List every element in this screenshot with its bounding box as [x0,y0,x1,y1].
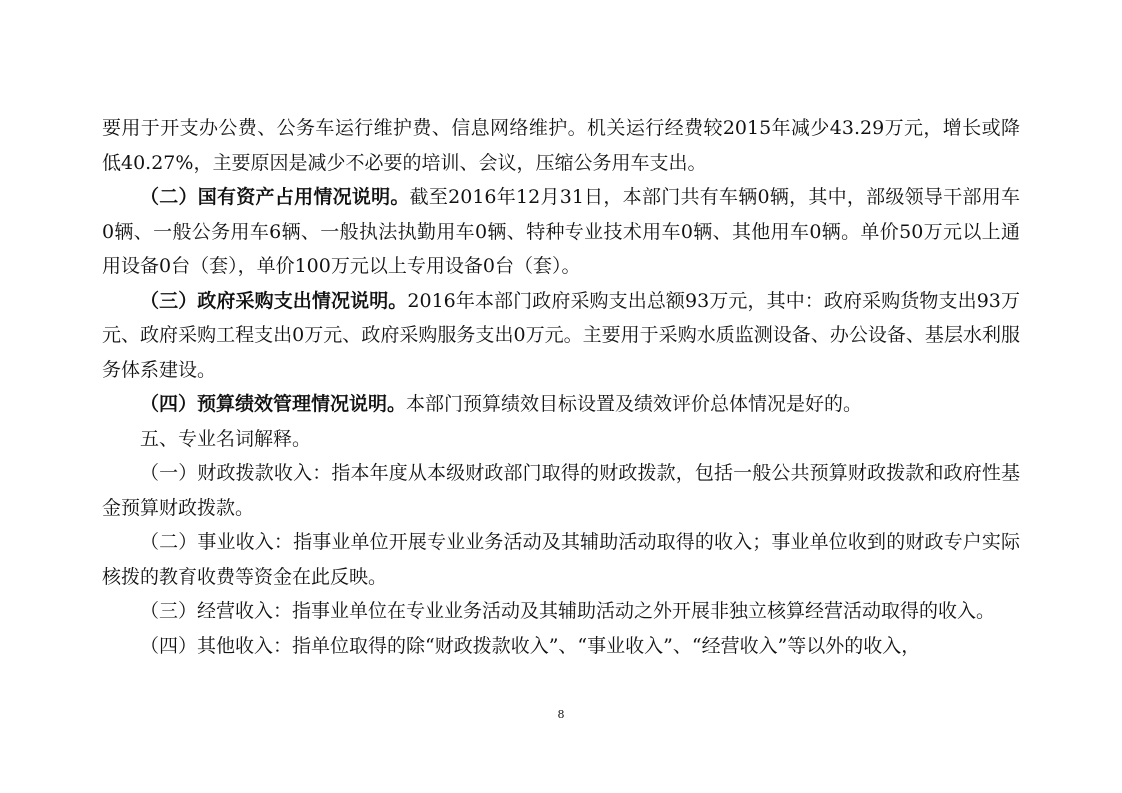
section-heading-text: 五、专业名词解释。 [140,427,312,450]
paragraph-heading: （二）国有资产占用情况说明。 [140,186,410,208]
paragraph-heading: （三）政府采购支出情况说明。 [140,289,408,312]
paragraph-text: 2016年本部门政府采购支出总额93万元，其中：政府采购货物支出93万元、政府采购工程支出0万元、政府采购服务支出0万元。主要用于采购水质监测设备、办公设备、基层水利服务体系建设。 [102,289,1020,381]
paragraph-term-operating [102,594,1020,629]
paragraph-text: 要用于开支办公费、公务车运行维护费、信息网络维护。机关运行经费较2015年减少43.29万元，增长或降低40.27%，主要原因是减少不必要的培训、会议，压缩公务用车支出。 [102,117,1020,174]
body-text [102,111,1020,663]
paragraph-text: （三）经营收入：指事业单位在专业业务活动及其辅助活动之外开展非独立核算经营活动取得的收入。 [140,600,996,622]
paragraph-procurement [102,284,1020,388]
paragraph-term-other [102,629,1020,664]
paragraph-text: （一）财政拨款收入：指本年度从本级财政部门取得的财政拨款，包括一般公共预算财政拨款和政府性基金预算财政拨款。 [102,462,1020,519]
paragraph-text: 截至2016年12月31日，本部门共有车辆0辆，其中，部级领导干部用车0辆、一般公务用车6辆、一般执法执勤用车0辆、特种专业技术用车0辆、其他用车0辆。单价50万元以上通用设备0台（套），单价100万元以上专用设备0台（套）。 [102,186,1020,277]
page-number: 8 [557,708,565,721]
paragraph-assets [102,180,1020,284]
paragraph-text: （二）事业收入：指事业单位开展专业业务活动及其辅助活动取得的收入；事业单位收到的财政专户实际核拨的教育收费等资金在此反映。 [102,531,1020,588]
paragraph-continuation [102,111,1020,180]
section-heading-terms [102,422,1020,457]
paragraph-performance [102,387,1020,422]
paragraph-text: （四）其他收入：指单位取得的除“财政拨款收入”、“事业收入”、“经营收入”等以外的收入， [140,634,921,657]
paragraph-term-business [102,525,1020,594]
paragraph-term-fiscal [102,456,1020,525]
paragraph-heading: （四）预算绩效管理情况说明。 [140,393,407,415]
paragraph-text: 本部门预算绩效目标设置及绩效评价总体情况是好的。 [406,393,863,415]
